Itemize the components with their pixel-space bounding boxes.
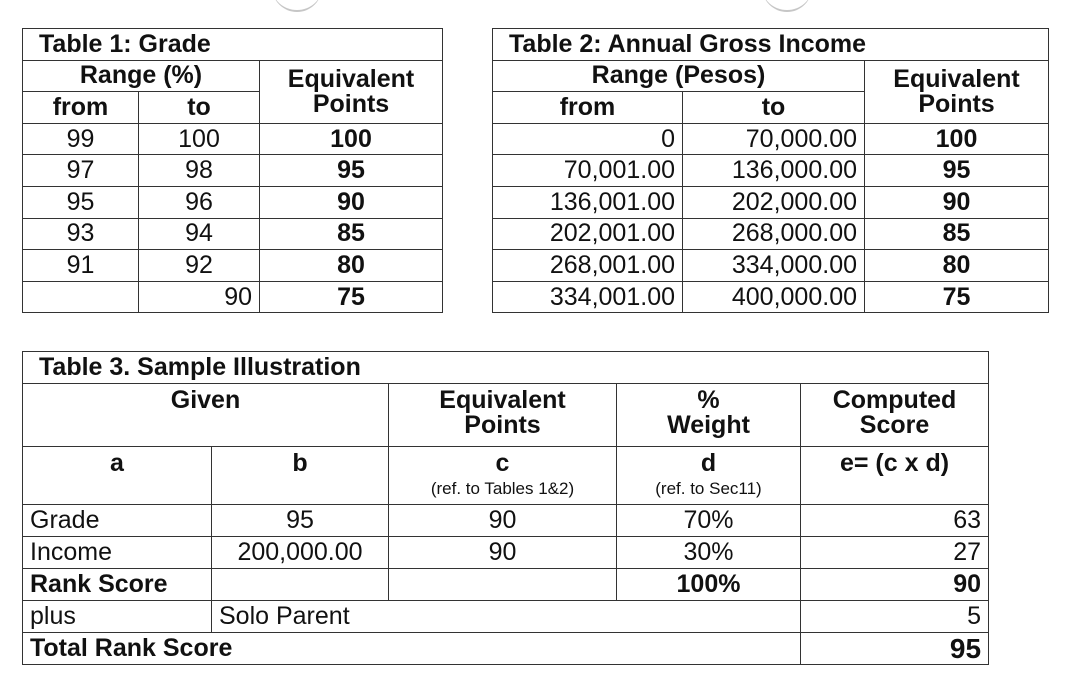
table1-to-cell: 98 (139, 155, 260, 187)
table2-to-cell: 70,000.00 (683, 123, 865, 155)
table1-from-cell: 95 (23, 186, 139, 218)
table3-col-c-header (389, 447, 617, 505)
table1-to-header: to (139, 92, 260, 124)
table-row (493, 123, 1049, 155)
plus-score-cell: 5 (801, 601, 989, 633)
total-rank-score-value-cell: 95 (801, 633, 989, 665)
table2-points-cell: 85 (865, 218, 1049, 250)
grade-table (22, 28, 443, 313)
table3-equivalent-points-header (389, 384, 617, 447)
table2-points-cell: 100 (865, 123, 1049, 155)
table2-from-cell: 0 (493, 123, 683, 155)
table3-weight-line2: Weight (667, 411, 750, 439)
table2-from-cell: 334,001.00 (493, 281, 683, 313)
table1-from-cell (23, 281, 139, 313)
table1-from-cell: 91 (23, 250, 139, 282)
table1-caption: Table 1: Grade (23, 29, 443, 61)
table1-points-cell: 80 (260, 250, 443, 282)
table-row (493, 186, 1049, 218)
table1-to-cell: 94 (139, 218, 260, 250)
table2-points-cell: 95 (865, 155, 1049, 187)
rank-score-empty-cell (389, 569, 617, 601)
table3-computed-score-header (801, 384, 989, 447)
table2-points-cell: 75 (865, 281, 1049, 313)
table3-col-a-header: a (23, 447, 212, 505)
table1-points-cell: 85 (260, 218, 443, 250)
table-row (23, 250, 443, 282)
table1-range-header: Range (%) (23, 60, 260, 92)
table2-to-header: to (683, 92, 865, 124)
table3-equiv-line2: Points (464, 411, 541, 439)
table3-weight-header (617, 384, 801, 447)
table-row (23, 218, 443, 250)
table2-from-cell: 268,001.00 (493, 250, 683, 282)
annual-gross-income-table (492, 28, 1049, 313)
table-row (23, 569, 989, 601)
income-label-cell: Income (23, 537, 212, 569)
table2-equiv-line1: Equivalent (893, 64, 1020, 93)
table3-computed-line2: Score (859, 411, 930, 439)
table1-to-cell: 100 (139, 123, 260, 155)
table1-points-cell: 90 (260, 186, 443, 218)
table2-caption: Table 2: Annual Gross Income (493, 29, 1049, 61)
table1-points-cell: 100 (260, 123, 443, 155)
table-row (23, 505, 989, 537)
table-row (493, 281, 1049, 313)
table1-to-cell: 90 (139, 281, 260, 313)
table2-to-cell: 202,000.00 (683, 186, 865, 218)
scan-artifact-right (762, 0, 812, 12)
table1-points-cell: 95 (260, 155, 443, 187)
table2-equivalent-points-header (865, 60, 1049, 123)
table-row (23, 155, 443, 187)
table-row (23, 186, 443, 218)
table3-caption: Table 3. Sample Illustration (23, 352, 989, 384)
table3-computed-line1: Computed (832, 386, 957, 414)
table1-from-cell: 99 (23, 123, 139, 155)
table-row (493, 155, 1049, 187)
table3-col-d-reference: (ref. to Sec11) (655, 479, 762, 498)
grade-points-cell: 90 (389, 505, 617, 537)
table2-range-header: Range (Pesos) (493, 60, 865, 92)
sample-illustration-table (22, 351, 989, 665)
table3-col-d-header (617, 447, 801, 505)
table3-given-header: Given (23, 384, 389, 447)
table3-col-d-letter: d (700, 449, 717, 477)
rank-score-label-cell: Rank Score (23, 569, 212, 601)
rank-score-value-cell: 90 (801, 569, 989, 601)
table-row (493, 218, 1049, 250)
scan-artifact-left (272, 0, 322, 12)
income-score-cell: 27 (801, 537, 989, 569)
income-points-cell: 90 (389, 537, 617, 569)
table2-to-cell: 136,000.00 (683, 155, 865, 187)
table1-from-cell: 93 (23, 218, 139, 250)
table1-points-cell: 75 (260, 281, 443, 313)
grade-label-cell: Grade (23, 505, 212, 537)
table3-col-b-header: b (212, 447, 389, 505)
table-row (493, 250, 1049, 282)
table1-to-cell: 92 (139, 250, 260, 282)
table2-from-cell: 70,001.00 (493, 155, 683, 187)
rank-score-weight-cell: 100% (617, 569, 801, 601)
table2-points-cell: 90 (865, 186, 1049, 218)
rank-score-empty-cell (212, 569, 389, 601)
table3-col-c-reference: (ref. to Tables 1&2) (430, 479, 575, 498)
table1-equiv-line2: Points (312, 89, 390, 118)
table2-to-cell: 400,000.00 (683, 281, 865, 313)
table1-to-cell: 96 (139, 186, 260, 218)
plus-label-cell: plus (23, 601, 212, 633)
grade-score-cell: 63 (801, 505, 989, 537)
solo-parent-cell: Solo Parent (212, 601, 801, 633)
table2-to-cell: 334,000.00 (683, 250, 865, 282)
table-row (23, 123, 443, 155)
table3-col-c-letter: c (495, 449, 510, 477)
table-row (23, 601, 989, 633)
table2-from-header: from (493, 92, 683, 124)
grade-weight-cell: 70% (617, 505, 801, 537)
income-given-cell: 200,000.00 (212, 537, 389, 569)
table-row (23, 281, 443, 313)
table2-points-cell: 80 (865, 250, 1049, 282)
table1-equiv-line1: Equivalent (287, 64, 415, 93)
table1-from-header: from (23, 92, 139, 124)
table2-to-cell: 268,000.00 (683, 218, 865, 250)
table1-equivalent-points-header (260, 60, 443, 123)
table-row (23, 537, 989, 569)
table-row (23, 633, 989, 665)
table2-equiv-line2: Points (918, 89, 995, 118)
total-rank-score-label-cell: Total Rank Score (23, 633, 801, 665)
table3-equiv-line1: Equivalent (439, 386, 566, 414)
income-weight-cell: 30% (617, 537, 801, 569)
grade-given-cell: 95 (212, 505, 389, 537)
table2-from-cell: 136,001.00 (493, 186, 683, 218)
table3-col-e-header: e= (c x d) (801, 447, 989, 505)
table1-from-cell: 97 (23, 155, 139, 187)
table2-from-cell: 202,001.00 (493, 218, 683, 250)
table3-weight-line1: % (697, 386, 720, 414)
